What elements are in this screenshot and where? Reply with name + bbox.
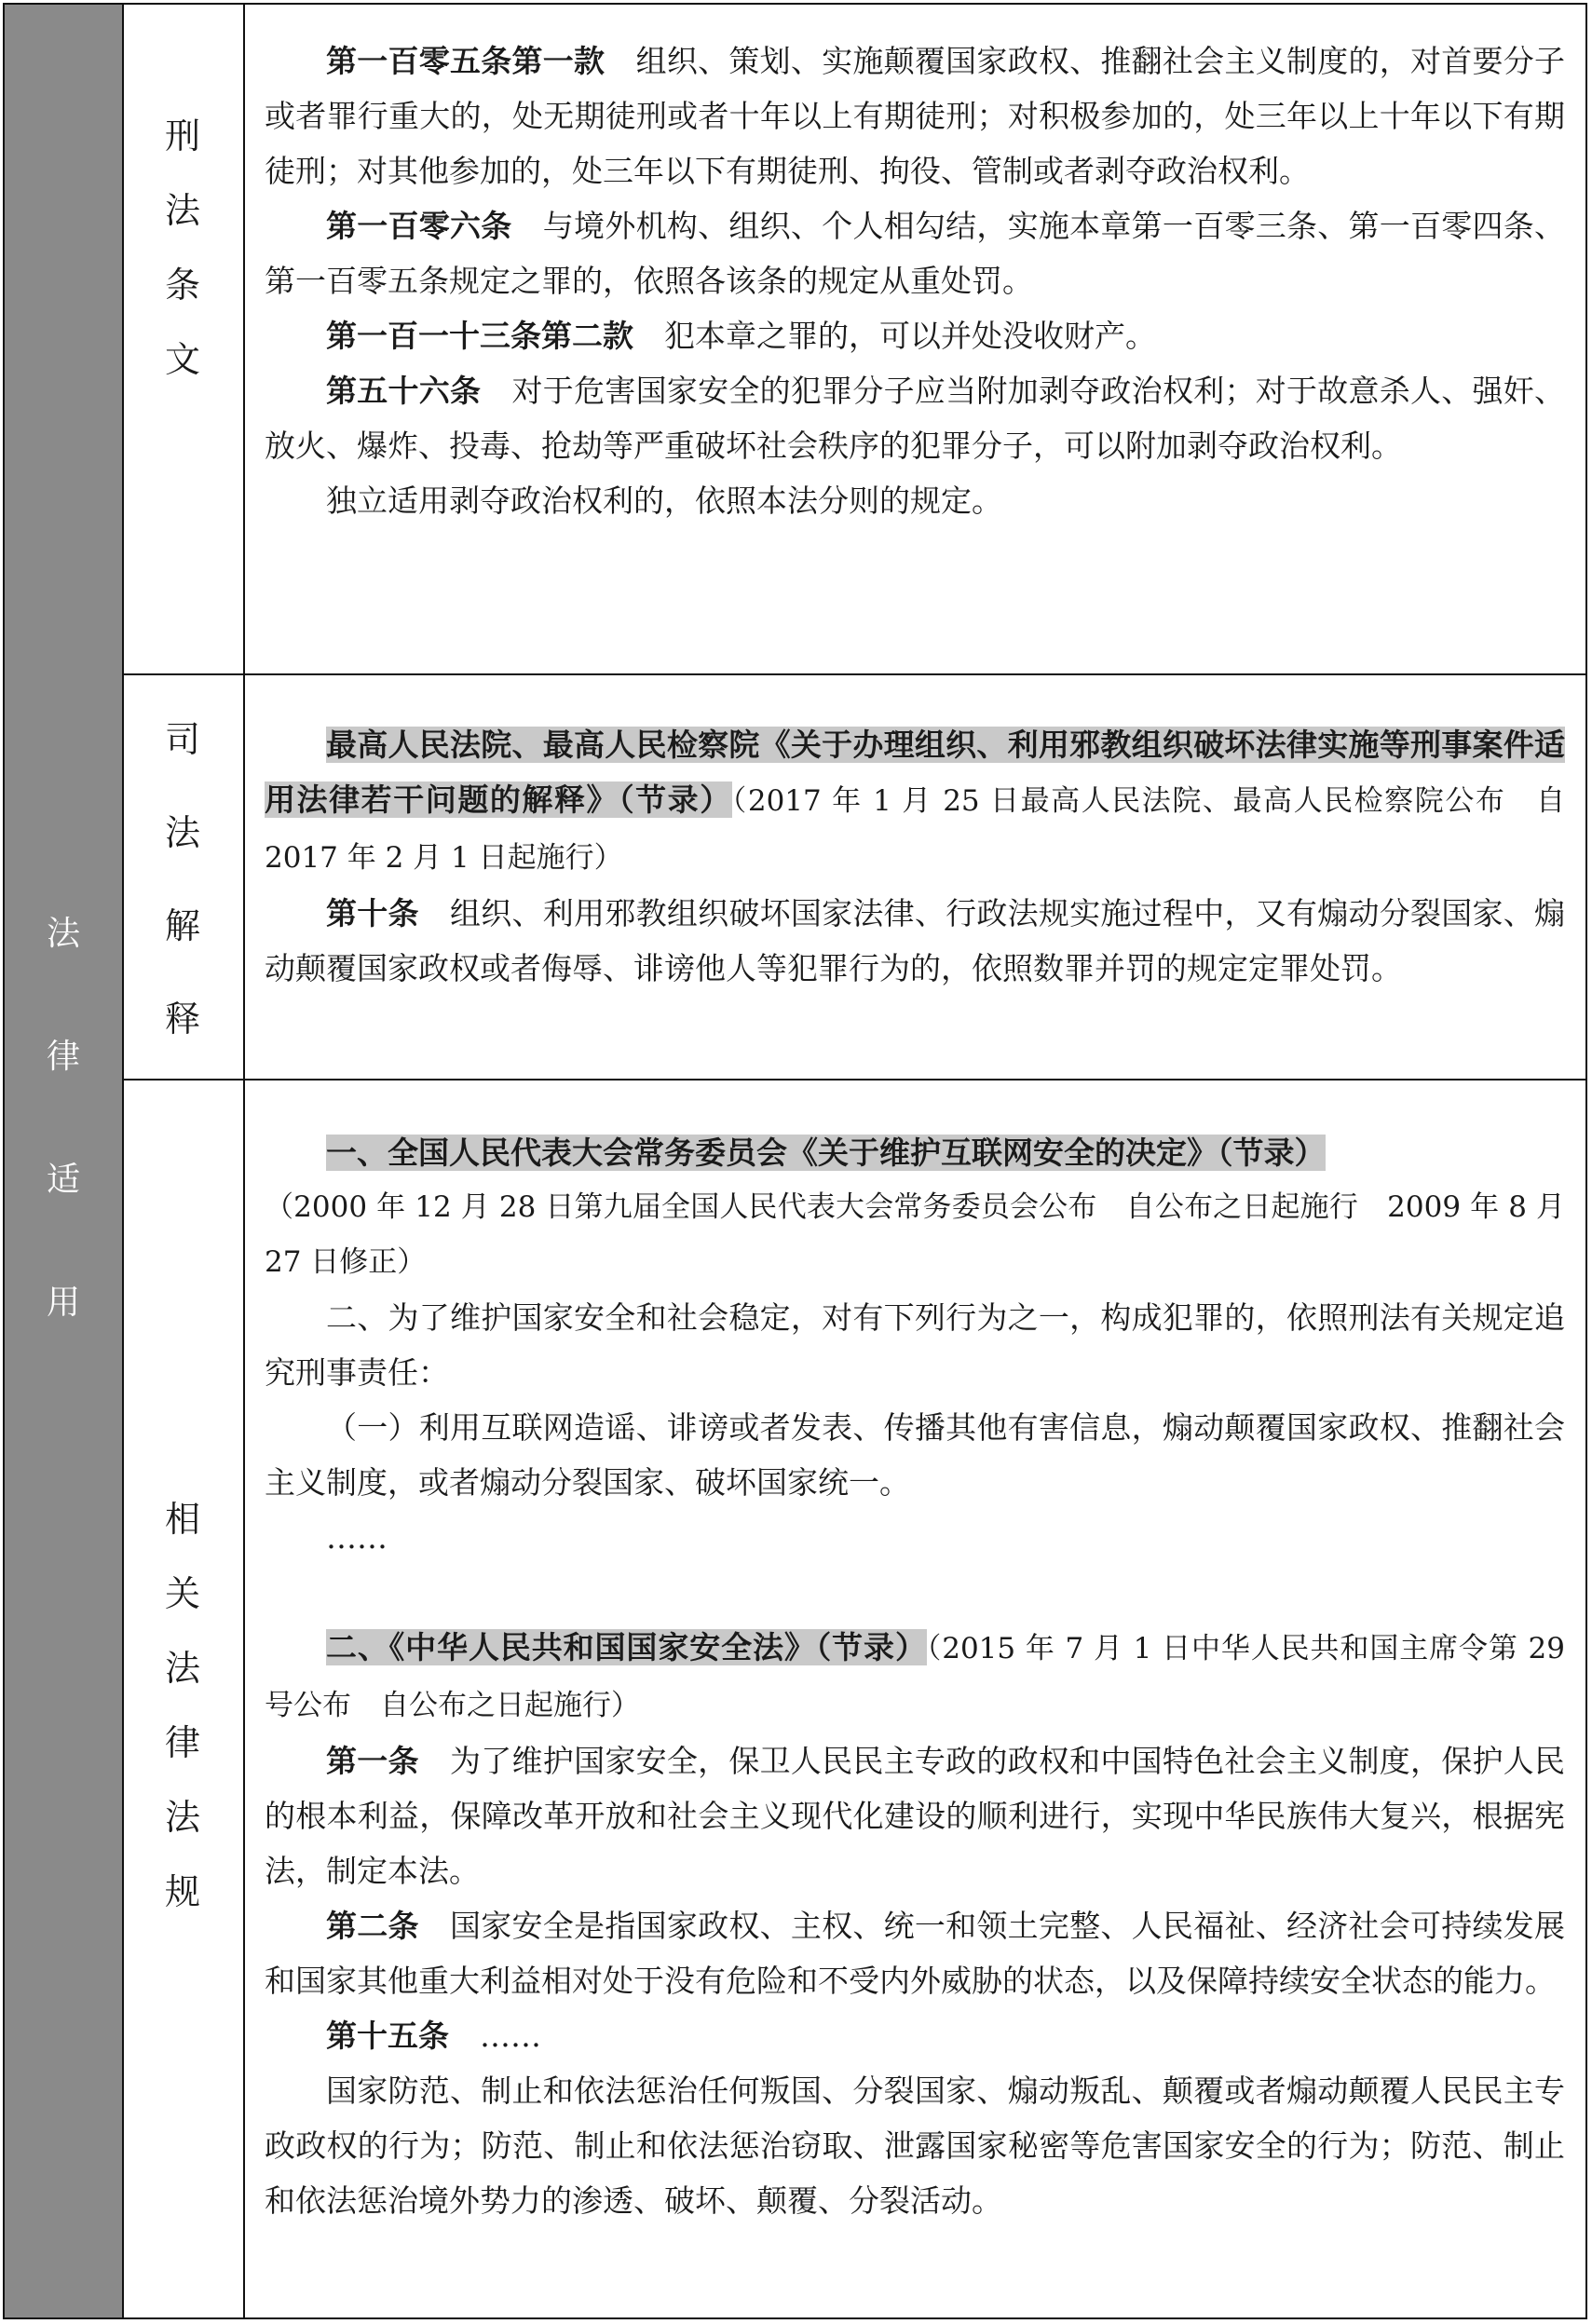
article-head: 第十五条: [326, 2018, 449, 2054]
section-content: [265, 717, 1565, 996]
law-title-paragraph: [265, 1620, 1565, 1733]
label-char: 律: [164, 1722, 200, 1763]
article-paragraph: [265, 308, 1565, 363]
article-paragraph: [265, 198, 1565, 308]
article-text: 组织、策划、实施颠覆国家政权、推翻社会主义制度的，对首要分子或者罪行重大的，处无期徒刑或者十年以上有期徒刑；对积极参加的，处三年以上十年以下有期徒刑；对其他参加的，处三年以下有期徒刑、拘役、管制或者剥夺政治权利。: [265, 43, 1566, 189]
article-text: 组织、利用邪教组织破坏国家法律、行政法规实施过程中，又有煽动分裂国家、煽动颠覆国家政权或者侮辱、诽谤他人等犯罪行为的，依照数罪并罚的规定定罪处罚。: [265, 895, 1566, 986]
law-paragraph: 二、为了维护国家安全和社会稳定，对有下列行为之一，构成犯罪的，依照刑法有关规定追究刑事责任：: [265, 1299, 1565, 1391]
section-content: [265, 1125, 1565, 2228]
article-paragraph: [265, 2008, 1565, 2063]
label-char: 释: [164, 999, 200, 1040]
section-judicial-interpretation: [122, 675, 1587, 1080]
article-paragraph: 独立适用剥夺政治权利的，依照本法分则的规定。: [326, 482, 1002, 519]
article-paragraph: [265, 1733, 1565, 1898]
article-text: 国家安全是指国家政权、主权、统一和领土完整、人民福祉、经济社会可持续发展和国家其他重大利益相对处于没有危险和不受内外威胁的状态，以及保障持续安全状态的能力。: [265, 1908, 1566, 1999]
section-label-column: [122, 3, 245, 673]
interpretation-note: （2017 年 1 月 25 日最高人民法院、最高人民检察院公布 自 2017 年 2 月 1 日起施行）: [265, 784, 1565, 875]
article-paragraph: [265, 363, 1565, 473]
law-note: （2000 年 12 月 28 日第九届全国人民代表大会常务委员会公布 自公布之日起施行 2009 年 8 月 27 日修正）: [265, 1190, 1565, 1279]
category-char: 适: [46, 1161, 80, 1199]
law-note: （2015 年 7 月 1 日中华人民共和国主席令第 29 号公布 自公布之日起施行）: [265, 1632, 1565, 1722]
interpretation-title: 最高人民法院、最高人民检察院《关于办理组织、利用邪教组织破坏法律实施等刑事案件适用法律若干问题的解释》（节录）: [265, 727, 1565, 818]
article-head: 第一百一十三条第二款: [326, 318, 633, 354]
category-label-law-application: [5, 917, 122, 1409]
article-head: 第一百零五条第一款: [326, 43, 606, 79]
label-char: 刑: [164, 116, 200, 156]
label-char: 规: [164, 1871, 200, 1912]
label-char: 文: [164, 339, 200, 380]
article-text: ……: [449, 2018, 541, 2054]
section-label-related-laws: [122, 1490, 243, 1937]
label-char: 相: [164, 1499, 200, 1540]
law-title: 二、《中华人民共和国国家安全法》（节录）: [326, 1629, 927, 1665]
section-label-criminal-law: [122, 107, 243, 405]
article-text: 为了维护国家安全，保卫人民民主专政的政权和中国特色社会主义制度，保护人民的根本利益，保障改革开放和社会主义现代化建设的顺利进行，实现中华民族伟大复兴，根据宪法，制定本法。: [265, 1743, 1566, 1889]
category-char: 用: [46, 1284, 80, 1322]
article-paragraph: [265, 1898, 1565, 2008]
section-content: [265, 34, 1565, 528]
law-title-paragraph: [265, 1125, 1565, 1180]
label-char: 解: [164, 905, 200, 946]
label-char: 法: [164, 1648, 200, 1689]
ellipsis: ……: [326, 1519, 388, 1556]
article-head: 第五十六条: [326, 373, 482, 409]
category-char: 律: [46, 1038, 80, 1076]
label-char: 条: [164, 265, 200, 306]
article-paragraph: [265, 34, 1565, 198]
article-paragraph: 国家防范、制止和依法惩治任何叛国、分裂国家、煽动叛乱、颠覆或者煽动颠覆人民民主专政政权的行为；防范、制止和依法惩治窃取、泄露国家秘密等危害国家安全的行为；防范、制止和依法惩治境外势力的渗透、破坏、颠覆、分裂活动。: [265, 2073, 1565, 2219]
article-paragraph: [265, 886, 1565, 996]
article-head: 第十条: [326, 895, 419, 931]
section-label-column: [122, 675, 245, 1079]
section-criminal-law-articles: [122, 3, 1587, 675]
section-label-column: [122, 1080, 245, 2319]
category-char: 法: [46, 915, 80, 953]
article-head: 第二条: [326, 1908, 419, 1944]
label-char: 关: [164, 1573, 200, 1614]
article-text: 与境外机构、组织、个人相勾结，实施本章第一百零三条、第一百零四条、第一百零五条规定之罪的，依照各该条的规定从重处罚。: [265, 208, 1566, 299]
article-text: 对于危害国家安全的犯罪分子应当附加剥夺政治权利；对于故意杀人、强奸、放火、爆炸、投毒、抢劫等严重破坏社会秩序的犯罪分子，可以附加剥夺政治权利。: [265, 373, 1566, 464]
law-title: 一、全国人民代表大会常务委员会《关于维护互联网安全的决定》（节录）: [326, 1135, 1326, 1171]
label-char: 法: [164, 1797, 200, 1838]
label-char: 司: [164, 719, 200, 760]
article-head: 第一百零六条: [326, 208, 512, 244]
article-head: 第一条: [326, 1743, 419, 1779]
label-char: 法: [164, 190, 200, 231]
interpretation-title-paragraph: [265, 717, 1565, 886]
left-category-column: [3, 3, 124, 2319]
law-paragraph: （一）利用互联网造谣、诽谤或者发表、传播其他有害信息，煽动颠覆国家政权、推翻社会主义制度，或者煽动分裂国家、破坏国家统一。: [265, 1409, 1565, 1501]
label-char: 法: [164, 812, 200, 853]
section-label-judicial: [122, 711, 243, 1083]
section-related-laws: [122, 1080, 1587, 2319]
article-text: 犯本章之罪的，可以并处没收财产。: [633, 318, 1156, 354]
